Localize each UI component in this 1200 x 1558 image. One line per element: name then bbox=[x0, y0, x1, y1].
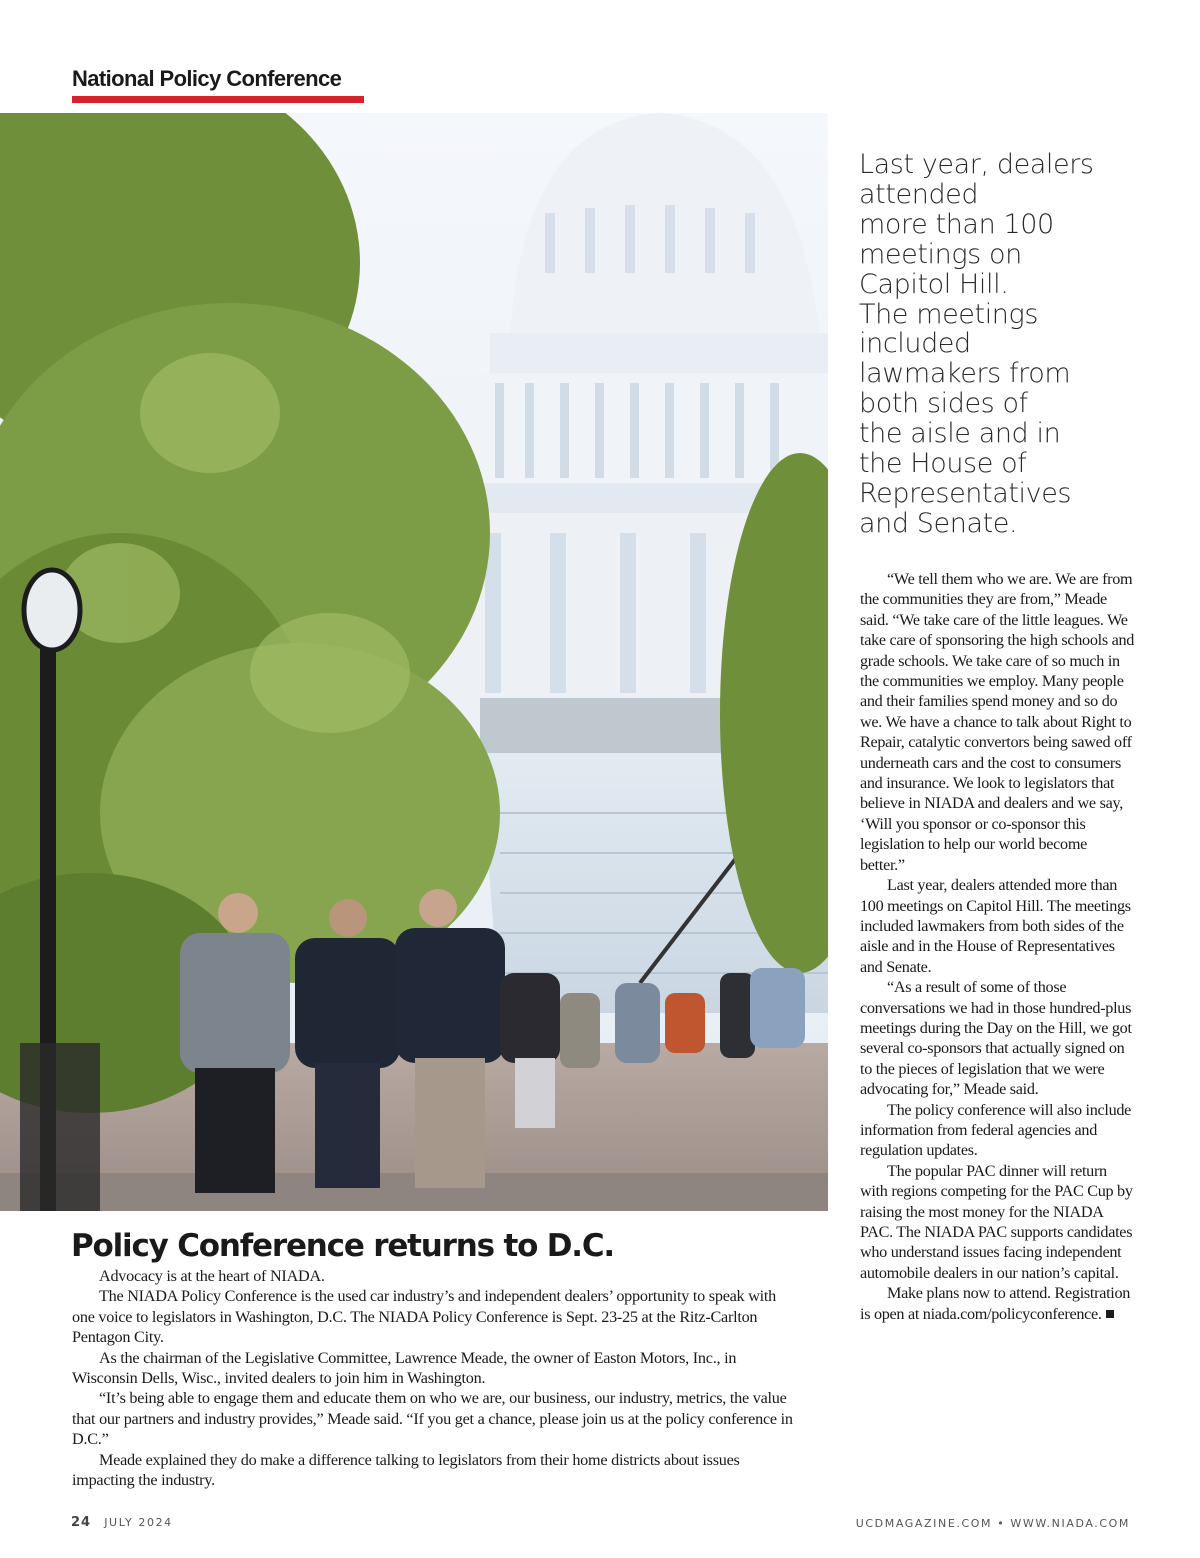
pull-quote-line: the aisle and in bbox=[859, 418, 1061, 450]
footer-sites: UCDMAGAZINE.COM • WWW.NIADA.COM bbox=[855, 1517, 1130, 1530]
body-paragraph: The NIADA Policy Conference is the used car industry’s and independent dealers’ opportunity to speak with one voice to legislators in Washington, D.C. The NIADA Policy Conference is Sept. 23-25 at the Ritz-Carlton Pentagon City. bbox=[72, 1287, 776, 1347]
body-paragraph: “As a result of some of those conversations we had in those hundred-plus meetings during the Day on the Hill, we got several co-sponsors that actually signed on to the pieces of legislation that we were advocating for,” Meade said. bbox=[860, 978, 1132, 1099]
body-paragraph: The popular PAC dinner will return with regions competing for the PAC Cup by raising the most money for the NIADA PAC. The NIADA PAC supports candidates who understand issues facing independent automobile dealers in our nation’s capital. bbox=[860, 1161, 1133, 1282]
main-article-text bbox=[72, 1266, 802, 1490]
body-paragraph: Meade explained they do make a difference talking to legislators from their home districts about issues impacting the industry. bbox=[72, 1450, 740, 1490]
pull-quote-line: Capitol Hill. bbox=[859, 268, 1009, 300]
body-paragraph: “It’s being able to engage them and educate them on who we are, our business, our industry, metrics, the value that our partners and industry provides,” Meade said. “If you get a chance, please join us at the policy conference in D.C.” bbox=[72, 1389, 793, 1449]
pull-quote-line: both sides of bbox=[859, 388, 1028, 420]
closing-paragraph bbox=[860, 1283, 1135, 1324]
pull-quote-line: lawmakers from bbox=[859, 358, 1071, 390]
page-footer-left bbox=[71, 1515, 173, 1530]
section-label: National Policy Conference bbox=[72, 66, 342, 91]
issue-date: JULY 2024 bbox=[104, 1516, 173, 1529]
end-mark-icon bbox=[1106, 1310, 1114, 1318]
pull-quote-line: more than 100 bbox=[859, 208, 1054, 240]
body-paragraph: As the chairman of the Legislative Committee, Lawrence Meade, the owner of Easton Motors, Inc., in Wisconsin Dells, Wisc., invited dealers to join him in Washington. bbox=[72, 1348, 737, 1388]
pull-quote-line: the House of bbox=[859, 448, 1027, 480]
pull-quote-line: Last year, dealers bbox=[859, 149, 1094, 180]
pull-quote bbox=[859, 150, 1159, 539]
pull-quote-line: meetings on bbox=[859, 238, 1022, 270]
body-paragraph: The policy conference will also include information from federal agencies and regulation updates. bbox=[860, 1100, 1132, 1160]
body-paragraph: Last year, dealers attended more than 100 meetings on Capitol Hill. The meetings included lawmakers from both sides of the aisle and in the House of Representatives and Senate. bbox=[860, 876, 1131, 976]
body-paragraph: “We tell them who we are. We are from the communities they are from,” Meade said. “We take care of the little leagues. We take care of sponsoring the high schools and grade schools. We take care of so much in the communities we employ. Many people and their families spend money and so do we. We have a chance to talk about Right to Repair, catalytic convertors being sawed off underneath cars and the cost to consumers and insurance. We look to legislators that believe in NIADA and dealers and we say, ‘Will you sponsor or co-sponsor this legislation to help our world become better.” bbox=[860, 570, 1135, 874]
body-paragraph: Advocacy is at the heart of NIADA. bbox=[99, 1267, 325, 1285]
page-number: 24 bbox=[71, 1515, 92, 1530]
pull-quote-line: and Senate. bbox=[859, 507, 1018, 539]
closing-text: Make plans now to attend. Registration is open at niada.com/policyconference. bbox=[860, 1284, 1131, 1323]
pull-quote-line: Representatives bbox=[859, 477, 1072, 509]
pull-quote-line: The meetings bbox=[859, 298, 1038, 330]
right-column-text bbox=[860, 569, 1135, 1324]
pull-quote-line: included bbox=[859, 328, 971, 360]
section-rule bbox=[72, 96, 364, 103]
pull-quote-line: attended bbox=[859, 178, 979, 210]
capitol-photo bbox=[0, 113, 828, 1211]
article-headline: Policy Conference returns to D.C. bbox=[71, 1228, 614, 1264]
